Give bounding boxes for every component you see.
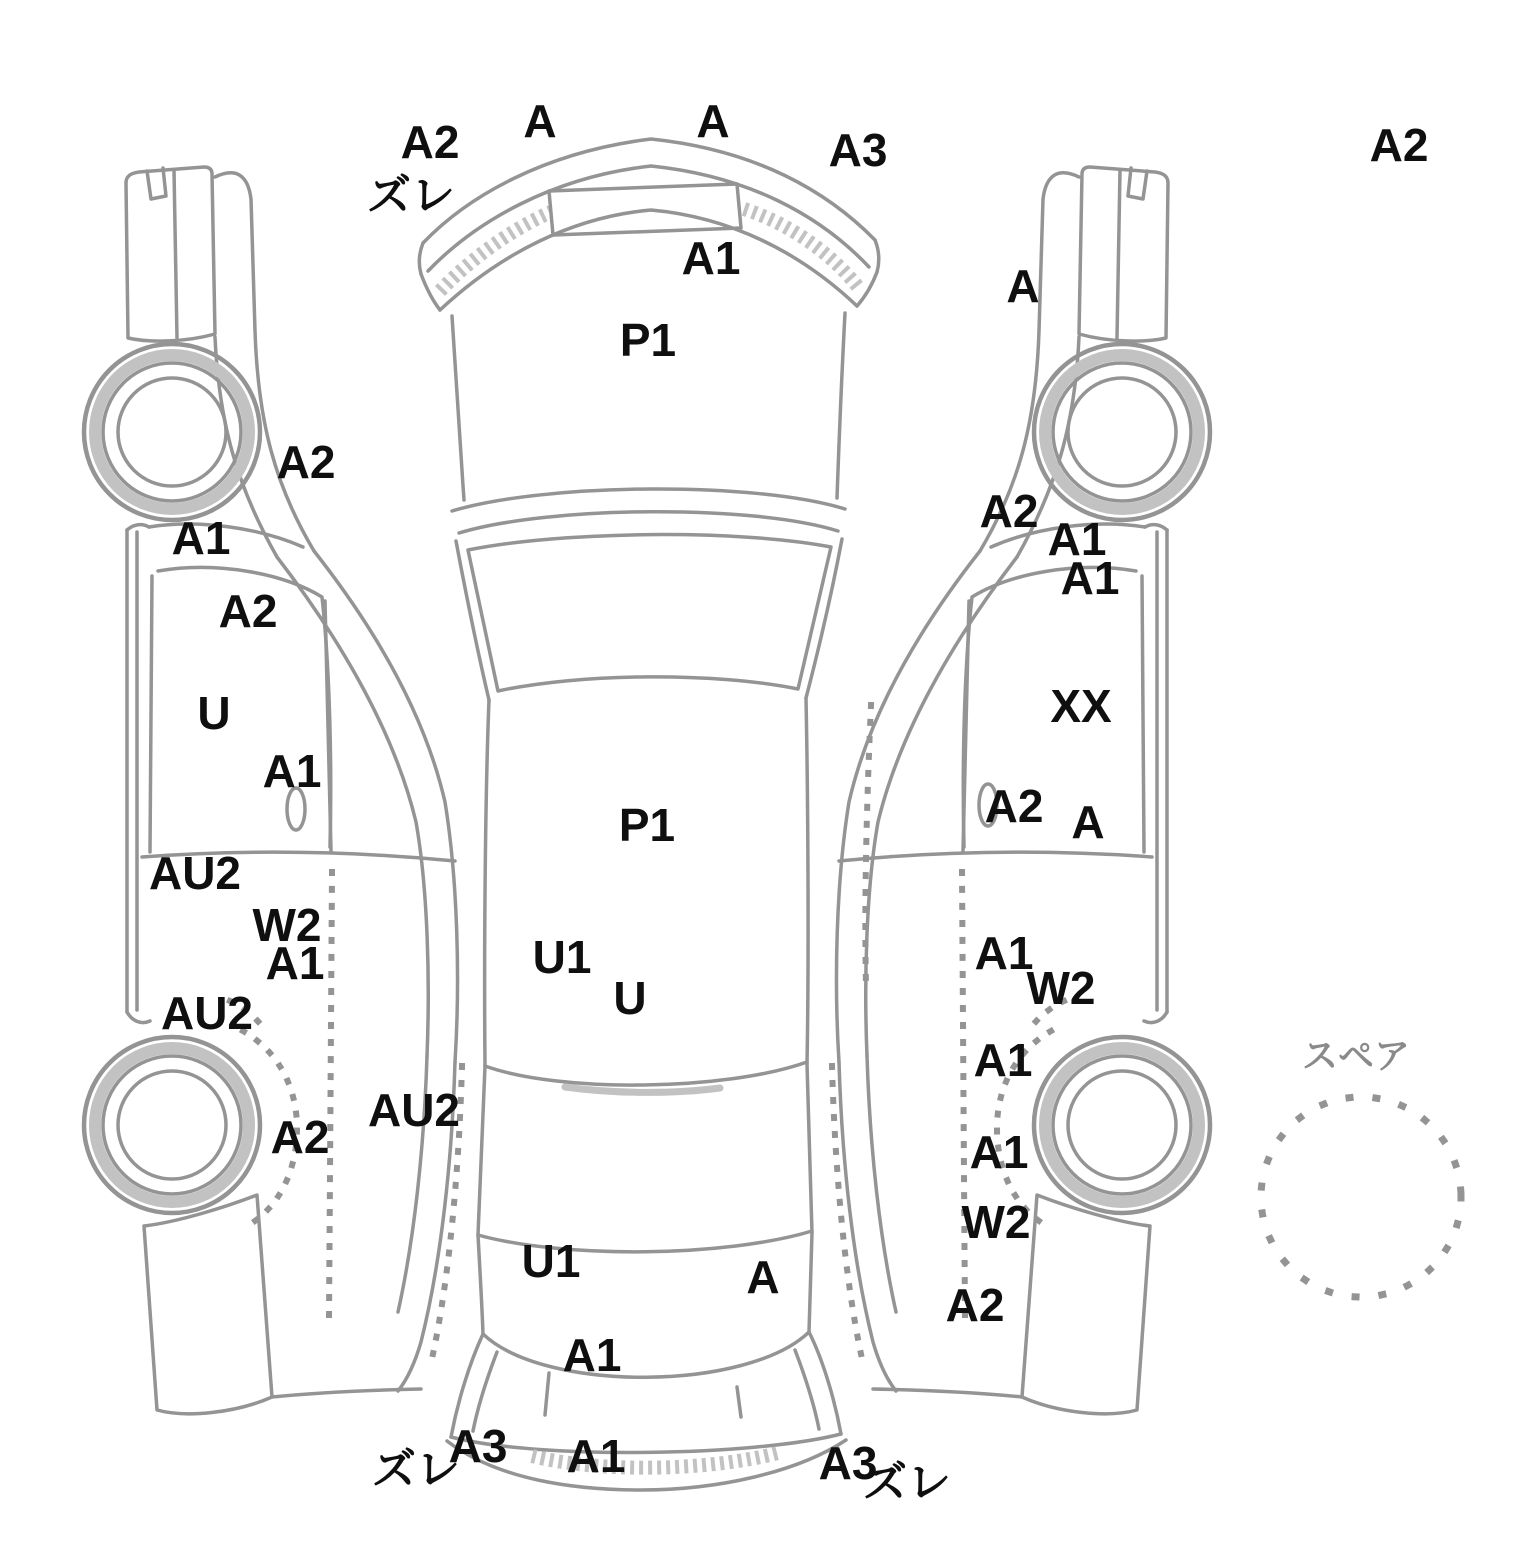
left-side-door-a1-2: A1 — [265, 937, 325, 989]
rear-bumper-left-zure: ズレ — [372, 1445, 460, 1494]
right-side-a-pillar-a2: A2 — [979, 485, 1039, 537]
hood-front-left-a: A — [523, 95, 557, 147]
left-side-door-window-a2: A2 — [218, 585, 278, 637]
left-side-quarter-au2: AU2 — [367, 1084, 461, 1136]
right-side-quarter-a1-2: A1 — [969, 1126, 1029, 1178]
rear-bumper-right-a3: A3 — [818, 1437, 878, 1489]
left-side-fender-a1: A1 — [171, 512, 231, 564]
roof-u1: U1 — [532, 931, 592, 983]
trunk-edge-a1: A1 — [562, 1329, 622, 1381]
right-side-fender-a1: A1 — [1047, 513, 1107, 565]
trunk-a: A — [746, 1251, 780, 1303]
left-side-a-pillar-a2: A2 — [276, 436, 336, 488]
sheet-top-right-a2: A2 — [1369, 119, 1429, 171]
right-side-door-a: A — [1071, 796, 1105, 848]
left-side-sill-au2-2: AU2 — [160, 987, 254, 1039]
left-side-door-window-u: U — [197, 687, 231, 739]
spare-tire-label: スペア — [1301, 1035, 1411, 1076]
rear-bumper-left-a3: A3 — [448, 1420, 508, 1472]
right-side-quarter-w2: W2 — [961, 1196, 1031, 1248]
rear-bumper-a1: A1 — [566, 1430, 626, 1482]
right-side-door-w2: W2 — [1026, 962, 1096, 1014]
right-side-door-a1: A1 — [974, 927, 1034, 979]
right-side-fender-a1-2: A1 — [1060, 552, 1120, 604]
left-side-quarter-a2: A2 — [270, 1111, 330, 1163]
right-side-door-window-xx: XX — [1050, 680, 1112, 732]
right-side-door-a2: A2 — [984, 780, 1044, 832]
hood-front-a1: A1 — [681, 232, 741, 284]
front-bumper-right-a3: A3 — [828, 124, 888, 176]
right-side-a-pillar-a: A — [1006, 260, 1040, 312]
front-bumper-left-a2: A2 — [400, 116, 460, 168]
left-side-door-w2: W2 — [252, 899, 322, 951]
hood-front-right-a: A — [696, 95, 730, 147]
trunk-u1: U1 — [521, 1235, 581, 1287]
rear-bumper-right-zure: ズレ — [863, 1458, 951, 1507]
left-side-door-a1: A1 — [262, 745, 322, 797]
right-side-quarter-a2: A2 — [945, 1279, 1005, 1331]
hood-p1: P1 — [619, 314, 677, 366]
left-side-sill-au2: AU2 — [148, 847, 242, 899]
roof-u: U — [613, 972, 647, 1024]
right-side-quarter-a1: A1 — [973, 1034, 1033, 1086]
roof-p1: P1 — [618, 799, 676, 851]
front-bumper-left-zure: ズレ — [367, 171, 455, 220]
